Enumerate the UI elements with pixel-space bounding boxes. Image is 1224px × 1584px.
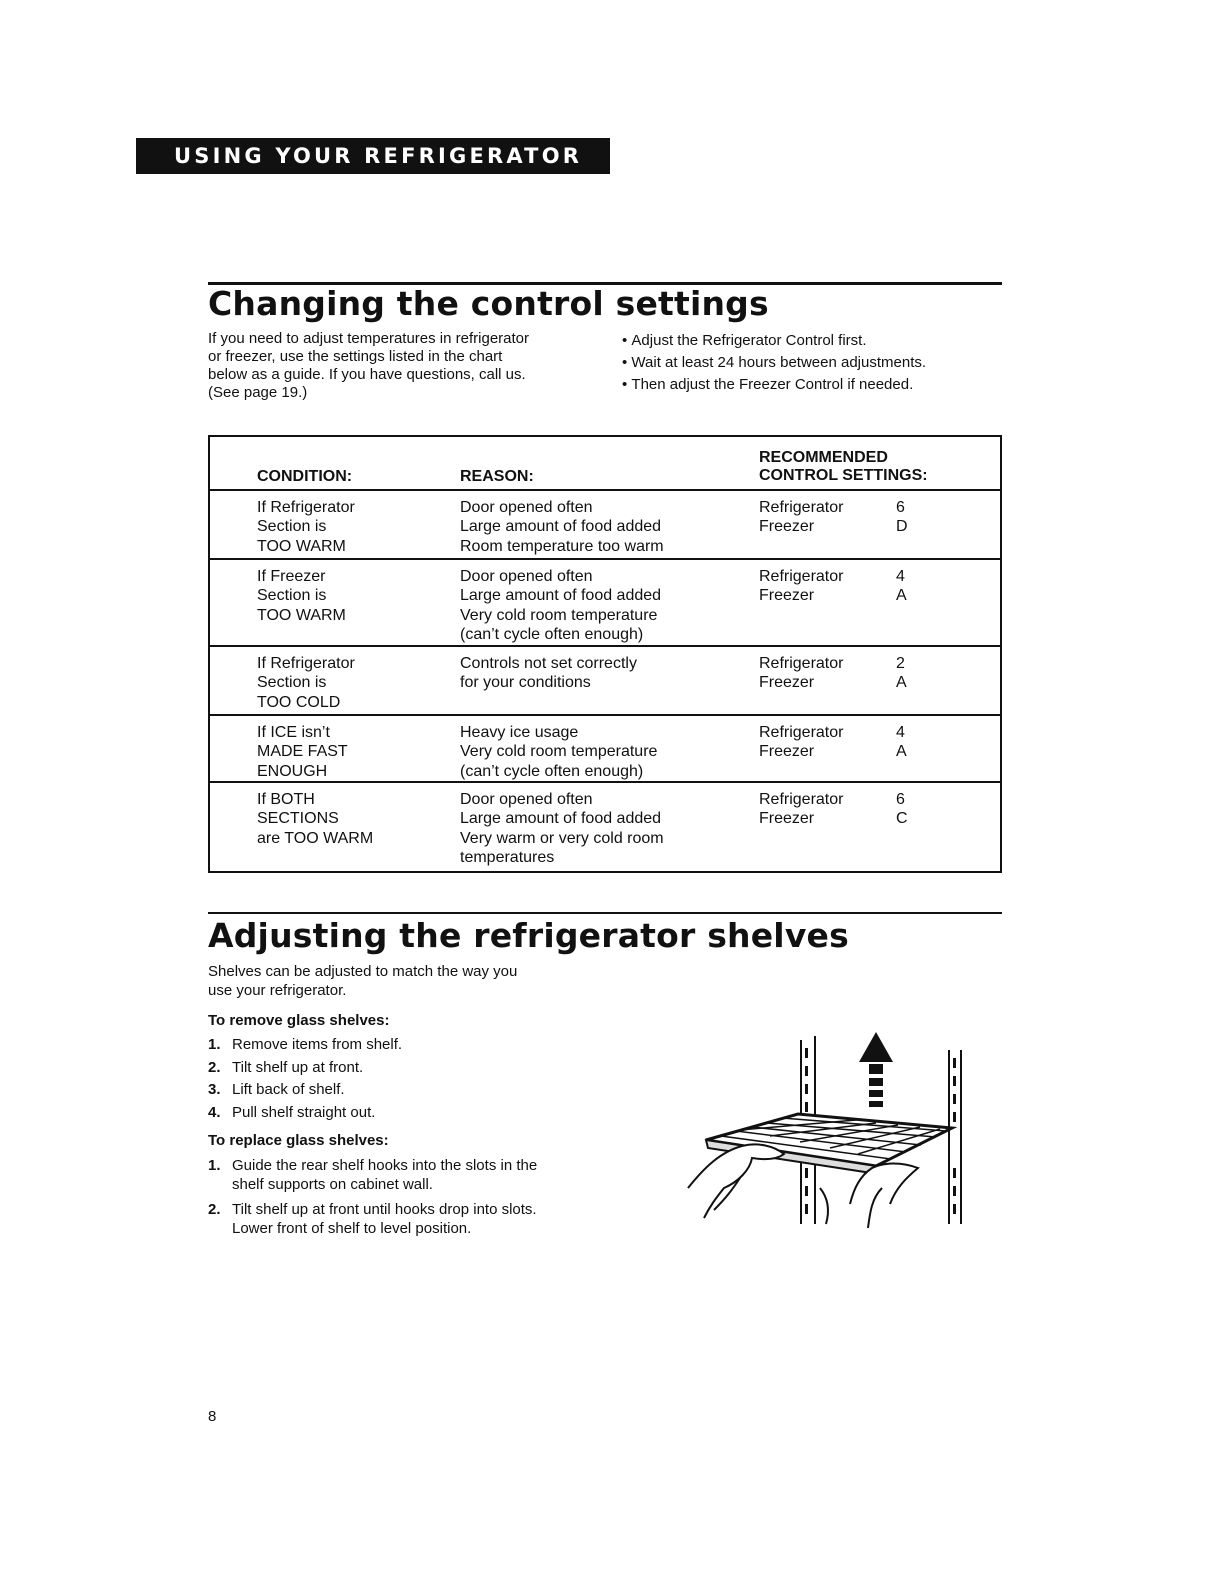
cell-line: are TOO WARM [257, 829, 374, 847]
table-row [210, 560, 1000, 647]
setting-value: A [896, 674, 907, 692]
step-number: 1 . [208, 1034, 221, 1057]
setting-value-cell [896, 723, 907, 762]
setting-value-cell [896, 790, 908, 829]
setting-label-cell [759, 723, 843, 762]
reason-cell [460, 567, 661, 644]
setting-label: Freezer [759, 743, 815, 761]
step-text: Tilt shelf up at front. [232, 1058, 364, 1076]
cell-line: If ICE isn’t [257, 724, 330, 741]
header-settings [759, 449, 928, 485]
cell-line: ENOUGH [257, 762, 328, 780]
table-row [210, 783, 1000, 871]
setting-value-cell [896, 498, 908, 537]
step-number: 1 . [208, 1156, 221, 1175]
step-item [208, 1079, 402, 1102]
cell-line: Section is [257, 518, 327, 536]
condition-cell [257, 790, 373, 848]
intro-line: If you need to adjust temperatures in refrigerator [208, 330, 530, 347]
page-title: Changing the control settings [208, 284, 769, 323]
remove-shelves-steps [208, 1034, 402, 1124]
replace-shelves-steps [208, 1156, 537, 1238]
cell-line: If Refrigerator [257, 655, 355, 672]
step-text: Lower front of shelf to level position. [232, 1220, 472, 1237]
cell-line: TOO COLD [257, 693, 341, 711]
table-header-row [210, 437, 1000, 491]
step-text: Tilt shelf up at front until hooks drop into slots. [232, 1201, 537, 1218]
intro-line: or freezer, use the settings listed in the chart [208, 348, 503, 365]
setting-value-cell [896, 654, 907, 693]
cell-line: Door opened often [460, 568, 593, 585]
cell-line: Section is [257, 674, 327, 692]
cell-line: SECTIONS [257, 810, 339, 828]
setting-value: A [896, 743, 907, 761]
cell-line: Room temperature too warm [460, 537, 664, 555]
cell-line: Very warm or very cold room [460, 829, 664, 847]
condition-cell [257, 654, 355, 712]
table-row [210, 647, 1000, 716]
tip-item: • Adjust the Refrigerator Control first. [622, 330, 926, 352]
setting-label-cell [759, 790, 843, 829]
cell-line: Heavy ice usage [460, 724, 579, 741]
reason-cell [460, 723, 657, 781]
cell-line: temperatures [460, 848, 555, 866]
cell-line: (can’t cycle often enough) [460, 625, 644, 643]
setting-label: Refrigerator [759, 655, 844, 672]
intro-line: use your refrigerator. [208, 982, 347, 999]
step-item [208, 1102, 402, 1125]
setting-value: 6 [896, 499, 905, 516]
cell-line: If Refrigerator [257, 499, 355, 516]
step-item [208, 1034, 402, 1057]
step-item [208, 1156, 537, 1194]
adjustment-tips-list [622, 330, 926, 396]
cell-line: Large amount of food added [460, 587, 662, 605]
setting-label: Refrigerator [759, 724, 844, 741]
cell-line: Large amount of food added [460, 518, 662, 536]
cell-line: for your conditions [460, 674, 591, 692]
cell-line: Very cold room temperature [460, 743, 658, 761]
header-settings-line: CONTROL SETTINGS: [759, 467, 928, 484]
shelves-intro [208, 962, 517, 1000]
cell-line: MADE FAST [257, 743, 348, 761]
setting-value: D [896, 518, 908, 536]
header-reason: REASON: [460, 468, 534, 485]
setting-value: 6 [896, 791, 905, 808]
step-item [208, 1200, 537, 1238]
setting-value-cell [896, 567, 907, 606]
setting-label-cell [759, 567, 843, 606]
setting-label: Refrigerator [759, 568, 844, 585]
tip-item: • Then adjust the Freezer Control if needed. [622, 374, 926, 396]
cell-line: Large amount of food added [460, 810, 662, 828]
condition-cell [257, 567, 346, 625]
cell-line: Very cold room temperature [460, 606, 658, 624]
setting-label: Freezer [759, 674, 815, 692]
shelf-removal-illustration [680, 1028, 980, 1228]
setting-label: Refrigerator [759, 791, 844, 808]
cell-line: Door opened often [460, 499, 593, 516]
setting-value: A [896, 587, 907, 605]
cell-line: (can’t cycle often enough) [460, 762, 644, 780]
cell-line: TOO WARM [257, 537, 346, 555]
step-number: 4 . [208, 1102, 221, 1125]
setting-label: Refrigerator [759, 499, 844, 516]
cell-line: Section is [257, 587, 327, 605]
section-header-banner: USING YOUR REFRIGERATOR [136, 138, 610, 174]
setting-label-cell [759, 498, 843, 537]
header-condition: CONDITION: [257, 468, 353, 485]
table-row [210, 716, 1000, 783]
reason-cell [460, 498, 664, 556]
step-number: 3 . [208, 1079, 221, 1102]
step-item [208, 1057, 402, 1080]
step-number: 2 . [208, 1200, 221, 1219]
setting-label-cell [759, 654, 843, 693]
setting-value: 2 [896, 655, 905, 672]
setting-label: Freezer [759, 810, 815, 828]
control-settings-intro [208, 330, 608, 402]
cell-line: If BOTH [257, 791, 315, 808]
table-row [210, 491, 1000, 560]
up-arrow-icon [859, 1032, 893, 1107]
setting-value: 4 [896, 568, 905, 585]
cell-line: TOO WARM [257, 606, 346, 624]
reason-cell [460, 790, 664, 867]
tip-item: • Wait at least 24 hours between adjustments. [622, 352, 926, 374]
setting-label: Freezer [759, 587, 815, 605]
cell-line: If Freezer [257, 568, 326, 585]
remove-shelves-heading: To remove glass shelves: [208, 1012, 390, 1029]
step-number: 2 . [208, 1057, 221, 1080]
header-settings-line: RECOMMENDED [759, 449, 888, 466]
reason-cell [460, 654, 637, 693]
cell-line: Controls not set correctly [460, 655, 637, 672]
setting-label: Freezer [759, 518, 815, 536]
page-number: 8 [208, 1408, 217, 1425]
intro-line: below as a guide. If you have questions, call us. [208, 366, 526, 383]
intro-line: Shelves can be adjusted to match the way you [208, 963, 518, 980]
control-settings-table [208, 435, 1002, 873]
shelves-section-title: Adjusting the refrigerator shelves [208, 916, 849, 955]
step-text: Remove items from shelf. [232, 1036, 403, 1053]
setting-value: 4 [896, 724, 905, 741]
condition-cell [257, 498, 355, 556]
step-text: Guide the rear shelf hooks into the slots in the [232, 1157, 538, 1174]
replace-shelves-heading: To replace glass shelves: [208, 1132, 389, 1149]
intro-line: (See page 19.) [208, 384, 308, 401]
condition-cell [257, 723, 348, 781]
step-text: Lift back of shelf. [232, 1081, 345, 1098]
setting-value: C [896, 810, 908, 828]
step-text: Pull shelf straight out. [232, 1103, 376, 1121]
section-divider [208, 912, 1002, 914]
step-text: shelf supports on cabinet wall. [232, 1176, 433, 1193]
cell-line: Door opened often [460, 791, 593, 808]
